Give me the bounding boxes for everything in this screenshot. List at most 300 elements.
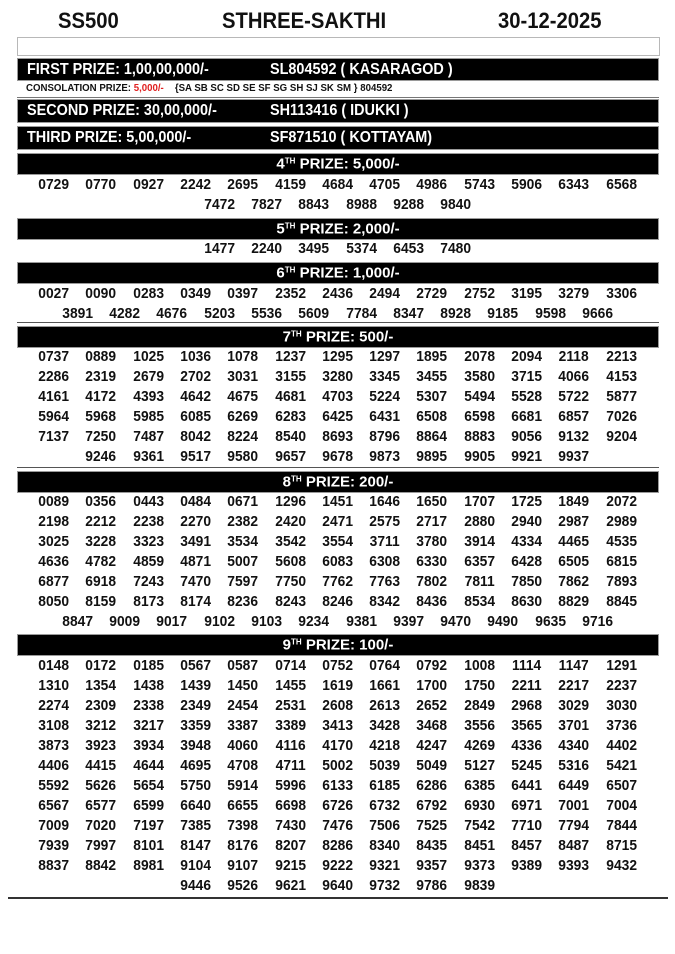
winning-number: 8845 [605,593,637,610]
winning-number: 5626 [85,777,117,794]
winning-number: 3387 [227,717,259,734]
winning-number: 9393 [558,857,590,874]
winning-number: 2382 [227,513,259,530]
winning-number: 1451 [322,493,353,510]
winning-number: 8843 [298,196,330,213]
winning-number: 3701 [558,717,590,734]
number-row [0,817,675,835]
winning-number: 2436 [322,285,353,302]
winning-number: 8243 [274,593,306,610]
winning-number: 2702 [180,368,211,385]
winning-number: 5996 [274,777,306,794]
winning-number: 0567 [180,657,211,674]
winning-number: 3413 [322,717,353,734]
winning-number: 9716 [582,613,613,630]
winning-number: 4684 [322,176,353,193]
winning-number: 4172 [85,388,117,405]
winning-number: 3468 [416,717,448,734]
consolation-label: CONSOLATION PRIZE: [26,82,134,94]
winning-number: 6599 [132,797,164,814]
prize-title [18,474,658,491]
winning-number: 9222 [322,857,353,874]
number-row [0,176,675,194]
winning-number: 9432 [605,857,637,874]
winning-number: 3030 [605,697,637,714]
winning-number: 2309 [85,697,117,714]
winning-number: 6308 [369,553,401,570]
winning-number: 9132 [558,428,590,445]
winning-number: 9666 [582,305,613,322]
winning-number: 5039 [369,757,401,774]
winning-number: 2286 [38,368,70,385]
consolation-series: {SA SB SC SD SE SF SG SH SJ SK SM } 804592 [174,82,393,94]
winning-number: 1450 [227,677,259,694]
winning-number: 1078 [227,348,259,365]
winning-number: 3025 [38,533,70,550]
winning-number: 6330 [416,553,448,570]
winning-number: 4675 [227,388,259,405]
winning-number: 1295 [322,348,353,365]
winning-number: 4282 [109,305,141,322]
draw-date: 30-12-2025 [498,8,602,33]
winning-number: 4393 [132,388,164,405]
winning-number: 4170 [322,737,353,754]
winning-number: 2989 [605,513,637,530]
winning-number: 3280 [322,368,353,385]
winning-number: 4334 [511,533,543,550]
winning-number: 5750 [180,777,211,794]
winning-number: 1036 [180,348,211,365]
winning-number: 9215 [274,857,306,874]
winning-number: 2198 [38,513,70,530]
winning-number: 5536 [251,305,282,322]
winning-number: 9678 [322,448,353,465]
winning-number: 3279 [558,285,590,302]
winning-number: 6286 [416,777,448,794]
winning-number: 7480 [440,240,472,257]
winning-number: 3934 [132,737,164,754]
winning-number: 4406 [38,757,70,774]
winning-number: 5877 [605,388,637,405]
winning-number: 9246 [85,448,117,465]
winning-number: 7597 [227,573,259,590]
winning-number: 9895 [416,448,448,465]
winning-number: 0587 [227,657,259,674]
winning-number: 7385 [180,817,211,834]
number-row [0,857,675,875]
winning-number: 4703 [322,388,353,405]
winning-number: 2752 [464,285,495,302]
winning-number: 8174 [180,593,211,610]
winning-number: 3542 [274,533,306,550]
winning-number: 9009 [109,613,141,630]
winning-number: 5914 [227,777,259,794]
winning-number: 3228 [85,533,117,550]
winning-number: 9786 [416,877,448,894]
winning-number: 1438 [132,677,164,694]
winning-number: 9373 [464,857,495,874]
winning-number: 9017 [156,613,188,630]
winning-number: 4066 [558,368,590,385]
winning-number: 9321 [369,857,401,874]
second-prize-bar [17,99,659,123]
winning-number: 2968 [511,697,543,714]
number-row [0,553,675,571]
winning-number: 0283 [132,285,164,302]
winning-number: 6343 [558,176,590,193]
winning-number: 3556 [464,717,495,734]
winning-number: 8847 [62,613,93,630]
winning-number: 3455 [416,368,448,385]
winning-number: 9580 [227,448,259,465]
prize-amount: PRIZE: 500/- [301,328,394,346]
winning-number: 7939 [38,837,70,854]
winning-number: 8796 [369,428,401,445]
winning-number: 9598 [534,305,566,322]
winning-number: 6971 [511,797,543,814]
winning-number: 9921 [511,448,543,465]
number-row [0,593,675,611]
winning-number: 1477 [203,240,235,257]
winning-number: 9389 [511,857,543,874]
prize-title [18,329,658,346]
number-row [0,240,675,258]
winning-number: 8435 [416,837,448,854]
winning-number: 7762 [322,573,353,590]
winning-number: 9937 [558,448,590,465]
winning-number: 1650 [416,493,448,510]
prize-ordinal-suffix: TH [284,221,296,231]
winning-number: 9381 [345,613,377,630]
number-row [0,513,675,531]
winning-number: 2575 [369,513,401,530]
winning-number: 6930 [464,797,495,814]
winning-number: 9357 [416,857,448,874]
winning-number: 1291 [605,657,637,674]
winning-number: 0792 [416,657,448,674]
first-prize-winner: SL804592 ( KASARAGOD ) [270,60,453,78]
winning-number: 4247 [416,737,448,754]
blank-banner-box [17,37,660,56]
winning-number: 8340 [369,837,401,854]
winning-number: 7850 [511,573,543,590]
winning-number: 4695 [180,757,211,774]
winning-number: 7763 [369,573,401,590]
winning-number: 8342 [369,593,401,610]
winning-number: 8540 [274,428,306,445]
winning-number: 2454 [227,697,259,714]
winning-number: 2212 [85,513,117,530]
winning-number: 8246 [322,593,353,610]
prize-ordinal: 4 [276,155,285,173]
result-header [0,8,675,36]
winning-number: 8347 [393,305,424,322]
winning-number: 5307 [416,388,448,405]
winning-number: 6085 [180,408,211,425]
winning-number: 3306 [605,285,637,302]
divider [17,97,659,98]
winning-number: 9288 [393,196,424,213]
winning-number: 6815 [605,553,637,570]
winning-number: 9526 [227,877,259,894]
number-row [0,837,675,855]
winning-number: 9621 [274,877,306,894]
winning-number: 1849 [558,493,590,510]
number-row [0,408,675,426]
number-row [0,657,675,675]
winning-number: 3108 [38,717,70,734]
winning-number: 9185 [487,305,519,322]
winning-number: 8207 [274,837,306,854]
winning-number: 5049 [416,757,448,774]
winning-number: 0356 [85,493,117,510]
winning-number: 2237 [605,677,637,694]
winning-number: 5421 [605,757,637,774]
winning-number: 2319 [85,368,117,385]
winning-number: 4636 [38,553,70,570]
winning-number: 6567 [38,797,70,814]
winning-number: 7525 [416,817,448,834]
winning-number: 0737 [38,348,70,365]
winning-number: 0770 [85,176,117,193]
winning-number: 2849 [464,697,495,714]
winning-number: 2608 [322,697,353,714]
winning-number: 7710 [511,817,543,834]
winning-number: 7794 [558,817,590,834]
winning-number: 2274 [38,697,70,714]
winning-number: 8159 [85,593,117,610]
winning-number: 3217 [132,717,164,734]
winning-number: 6640 [180,797,211,814]
winning-number: 7811 [464,573,495,590]
draw-code: SS500 [58,8,119,33]
winning-number: 6508 [416,408,448,425]
winning-number: 2613 [369,697,401,714]
winning-number: 5224 [369,388,401,405]
winning-number: 5203 [203,305,235,322]
winning-number: 3736 [605,717,637,734]
winning-number: 7243 [132,573,164,590]
winning-number: 9732 [369,877,401,894]
winning-number: 0349 [180,285,211,302]
number-row [0,388,675,406]
winning-number: 9840 [440,196,472,213]
winning-number: 1455 [274,677,306,694]
winning-number: 5002 [322,757,353,774]
winning-number: 8928 [440,305,472,322]
bottom-rule [8,897,668,899]
winning-number: 7542 [464,817,495,834]
consolation-amount: 5,000/- [133,82,164,94]
prize-amount: PRIZE: 100/- [301,636,394,654]
winning-number: 4402 [605,737,637,754]
winning-number: 6792 [416,797,448,814]
winning-number: 6185 [369,777,401,794]
winning-number: 1439 [180,677,211,694]
number-row [0,533,675,551]
winning-number: 6505 [558,553,590,570]
winning-number: 7197 [132,817,164,834]
winning-number: 3580 [464,368,495,385]
winning-number: 5609 [298,305,330,322]
winning-number: 0172 [85,657,117,674]
winning-number: 7893 [605,573,637,590]
winning-number: 3948 [180,737,211,754]
winning-number: 6269 [227,408,259,425]
prize-amount: PRIZE: 200/- [301,473,394,491]
winning-number: 2242 [180,176,211,193]
winning-number: 8988 [345,196,377,213]
winning-number: 9635 [534,613,566,630]
winning-number: 9361 [132,448,164,465]
winning-number: 2349 [180,697,211,714]
winning-number: 2118 [559,348,589,365]
winning-number: 8451 [464,837,495,854]
winning-number: 0484 [180,493,211,510]
winning-number: 7004 [605,797,637,814]
winning-number: 9657 [274,448,306,465]
number-row [0,717,675,735]
winning-number: 3891 [62,305,93,322]
winning-number: 0089 [38,493,70,510]
winning-number: 9905 [464,448,495,465]
winning-number: 4705 [369,176,401,193]
winning-number: 6449 [558,777,590,794]
number-row [0,613,675,631]
winning-number: 2240 [251,240,282,257]
winning-number: 2531 [274,697,306,714]
winning-number: 3323 [132,533,164,550]
winning-number: 7476 [322,817,353,834]
winning-number: 8176 [227,837,259,854]
winning-number: 9517 [180,448,211,465]
winning-number: 9204 [605,428,637,445]
winning-number: 3554 [322,533,353,550]
winning-number: 7487 [132,428,164,445]
winning-number: 6698 [274,797,306,814]
prize-8-header [17,471,659,493]
winning-number: 0927 [132,176,164,193]
winning-number: 7827 [251,196,282,213]
winning-number: 8224 [227,428,259,445]
winning-number: 3155 [274,368,306,385]
winning-number: 0752 [322,657,353,674]
winning-number: 4681 [274,388,306,405]
winning-number: 6726 [322,797,353,814]
winning-number: 2679 [132,368,164,385]
second-prize-label: SECOND PRIZE: 30,00,000/- [27,102,217,119]
prize-ordinal-suffix: TH [290,637,302,647]
winning-number: 5722 [558,388,590,405]
winning-number: 2078 [464,348,495,365]
winning-number: 8101 [132,837,164,854]
winning-number: 8236 [227,593,259,610]
winning-number: 8050 [38,593,70,610]
winning-number: 6577 [85,797,117,814]
winning-number: 2987 [558,513,590,530]
winning-number: 9103 [251,613,282,630]
prize-ordinal: 8 [282,473,291,491]
number-row [0,737,675,755]
winning-number: 2352 [274,285,306,302]
winning-number: 4336 [511,737,543,754]
consolation-prize [26,82,392,94]
first-prize-bar [17,58,659,81]
winning-number: 2880 [464,513,495,530]
winning-number: 0729 [38,176,70,193]
prize-title [18,265,658,282]
winning-number: 6431 [369,408,401,425]
winning-number: 3212 [85,717,117,734]
number-row [0,677,675,695]
winning-number: 8534 [464,593,495,610]
prize-ordinal: 7 [282,328,291,346]
winning-number: 4340 [558,737,590,754]
lottery-name: STHREE-SAKTHI [222,8,387,33]
winning-number: 5654 [132,777,164,794]
winning-number: 7997 [85,837,117,854]
winning-number: 5608 [274,553,306,570]
winning-number: 7472 [203,196,235,213]
winning-number: 1025 [132,348,164,365]
winning-number: 8630 [511,593,543,610]
winning-number: 8829 [558,593,590,610]
winning-number: 6877 [38,573,70,590]
winning-number: 1750 [464,677,495,694]
prize-ordinal-suffix: TH [284,265,296,275]
winning-number: 3565 [511,717,543,734]
winning-number: 2270 [180,513,211,530]
winning-number: 4415 [85,757,117,774]
winning-number: 6918 [85,573,117,590]
winning-number: 4159 [274,176,306,193]
winning-number: 2494 [369,285,401,302]
second-prize-winner: SH113416 ( IDUKKI ) [270,102,409,119]
winning-number: 0714 [274,657,306,674]
winning-number: 9056 [511,428,543,445]
winning-number: 0764 [369,657,401,674]
winning-number: 1114 [512,657,542,674]
winning-number: 8042 [180,428,211,445]
winning-number: 7750 [274,573,306,590]
winning-number: 2940 [511,513,543,530]
winning-number: 8457 [511,837,543,854]
winning-number: 0397 [227,285,259,302]
winning-number: 4218 [369,737,401,754]
winning-number: 7137 [38,428,70,445]
winning-number: 9104 [180,857,211,874]
winning-number: 7009 [38,817,70,834]
prize-5-header [17,218,659,240]
winning-number: 6083 [322,553,353,570]
number-row [0,493,675,511]
winning-number: 3359 [180,717,211,734]
winning-number: 5592 [38,777,70,794]
winning-number: 0671 [227,493,259,510]
winning-number: 8436 [416,593,448,610]
winning-number: 6857 [558,408,590,425]
winning-number: 2238 [132,513,164,530]
winning-number: 6441 [511,777,543,794]
winning-number: 1296 [274,493,306,510]
prize-title [18,637,658,654]
winning-number: 1661 [369,677,401,694]
winning-number: 7398 [227,817,259,834]
winning-number: 1237 [274,348,306,365]
winning-number: 1147 [559,657,589,674]
number-row [0,196,675,214]
winning-number: 2211 [511,677,542,694]
